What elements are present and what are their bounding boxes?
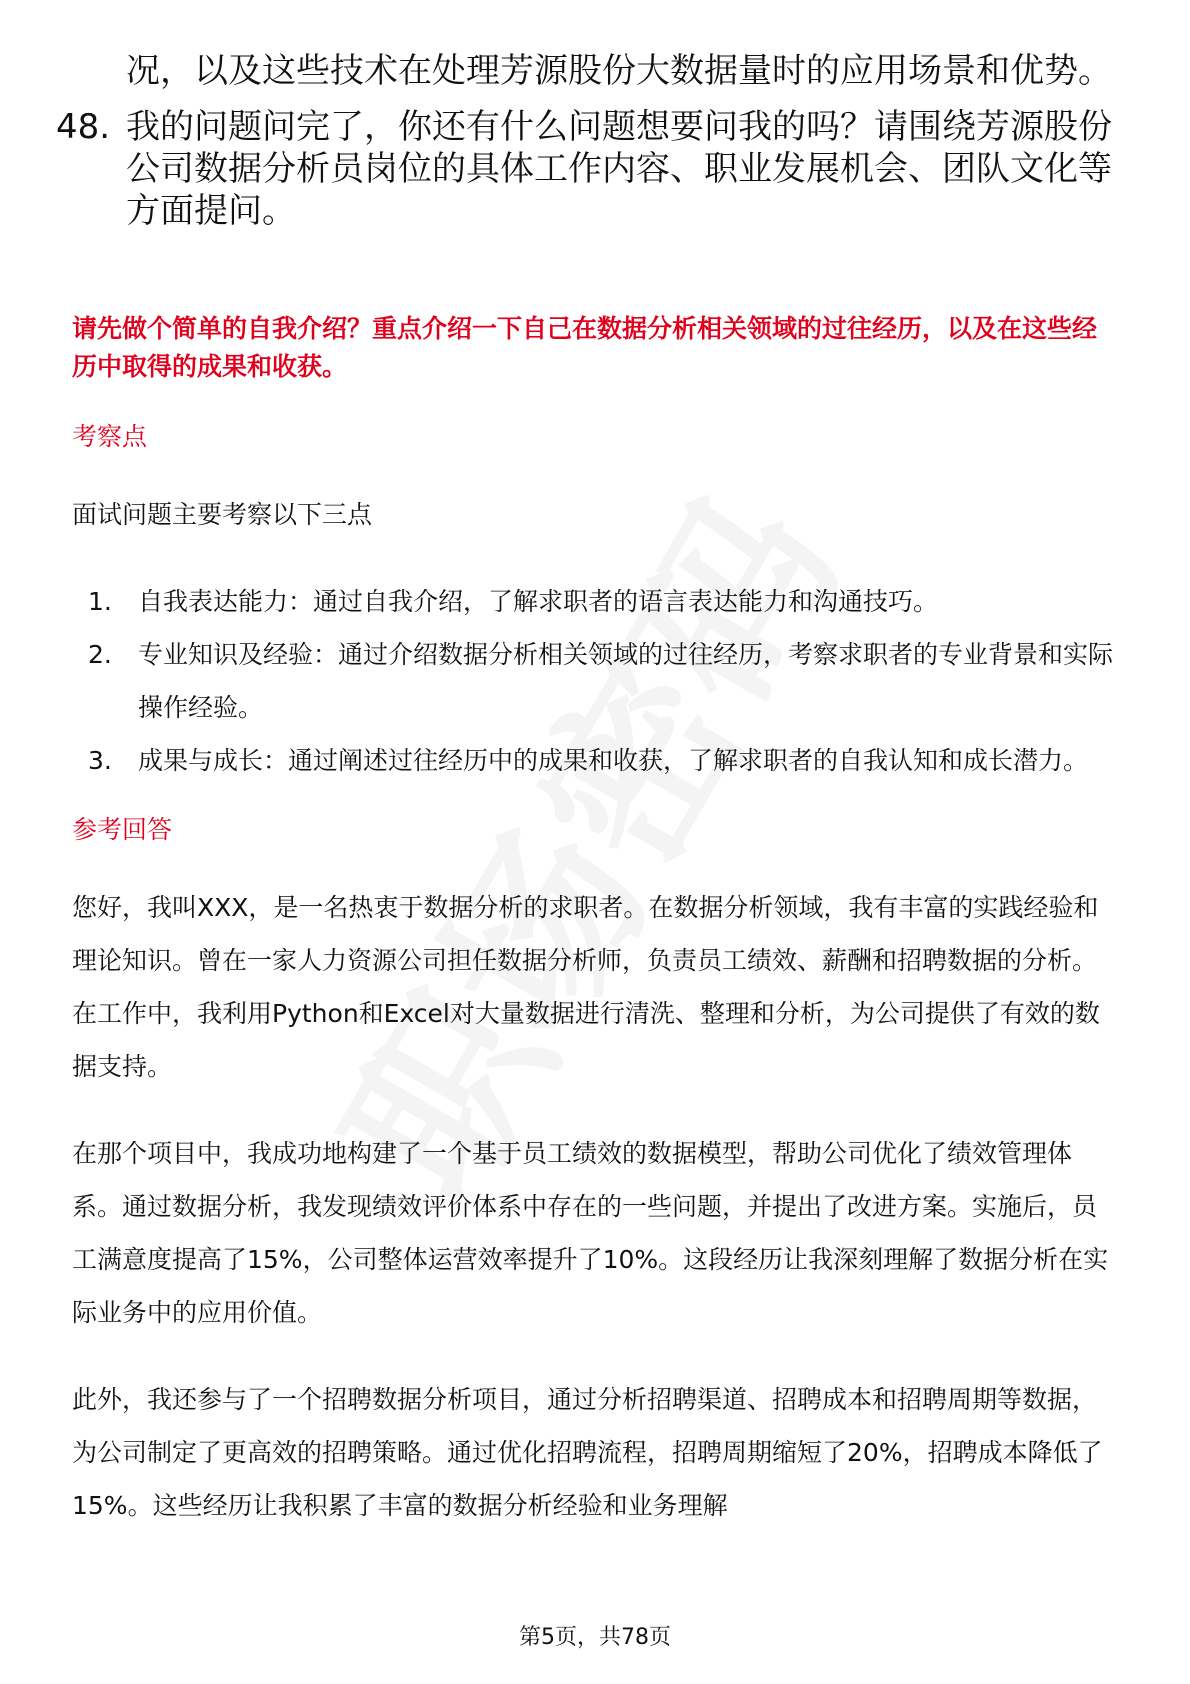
page-footer: 第5页，共78页 bbox=[519, 1625, 671, 1650]
answer-paragraph: 此外，我还参与了一个招聘数据分析项目，通过分析招聘渠道、招聘成本和招聘周期等数据，为公司制定了更高效的招聘策略。通过优化招聘流程，招聘周期缩短了20%，招聘成本降低了15%。这些经历让我积累了丰富的数据分析经验和业务理解 bbox=[72, 1385, 1103, 1520]
exam-point-text: 成果与成长：通过阐述过往经历中的成果和收获，了解求职者的自我认知和成长潜力。 bbox=[138, 746, 1089, 775]
previous-questions-list bbox=[56, 50, 1116, 246]
exam-point-text: 自我表达能力：通过自我介绍，了解求职者的语言表达能力和沟通技巧。 bbox=[138, 587, 939, 616]
exam-point-number: 3. bbox=[88, 746, 112, 775]
list-item-continued bbox=[56, 50, 1116, 92]
exam-point-number: 1. bbox=[88, 587, 112, 616]
exam-point bbox=[72, 628, 1120, 734]
exam-point-text: 专业知识及经验：通过介绍数据分析相关领域的过往经历，考察求职者的专业背景和实际操作经验。 bbox=[138, 640, 1114, 722]
exam-points-title: 考察点 bbox=[72, 422, 148, 451]
exam-point bbox=[72, 575, 1120, 628]
answer-paragraph: 您好，我叫XXX，是一名热衷于数据分析的求职者。在数据分析领域，我有丰富的实践经验和理论知识。曾在一家人力资源公司担任数据分析师，负责员工绩效、薪酬和招聘数据的分析。在工作中，我利用Python和Excel对大量数据进行清洗、整理和分析，为公司提供了有效的数据支持。 bbox=[72, 893, 1100, 1081]
exam-points-list bbox=[72, 575, 1120, 787]
exam-intro: 面试问题主要考察以下三点 bbox=[72, 500, 373, 529]
exam-point bbox=[72, 734, 1120, 787]
list-item-text: 况，以及这些技术在处理芳源股份大数据量时的应用场景和优势。 bbox=[126, 51, 1112, 91]
main-content bbox=[72, 310, 1120, 1566]
list-item-text: 我的问题问完了，你还有什么问题想要问我的吗？请围绕芳源股份公司数据分析员岗位的具体工作内容、职业发展机会、团队文化等方面提问。 bbox=[126, 107, 1112, 231]
list-item-48 bbox=[56, 106, 1116, 232]
question-heading: 请先做个简单的自我介绍？重点介绍一下自己在数据分析相关领域的过往经历，以及在这些经历中取得的成果和收获。 bbox=[72, 314, 1098, 381]
list-item-number: 48. bbox=[56, 107, 111, 147]
reference-answer-title: 参考回答 bbox=[72, 815, 173, 844]
exam-point-number: 2. bbox=[88, 640, 112, 669]
answer-paragraph: 在那个项目中，我成功地构建了一个基于员工绩效的数据模型，帮助公司优化了绩效管理体系。通过数据分析，我发现绩效评价体系中存在的一些问题，并提出了改进方案。实施后，员工满意度提高了15%，公司整体运营效率提升了10%。这段经历让我深刻理解了数据分析在实际业务中的应用价值。 bbox=[72, 1139, 1109, 1327]
